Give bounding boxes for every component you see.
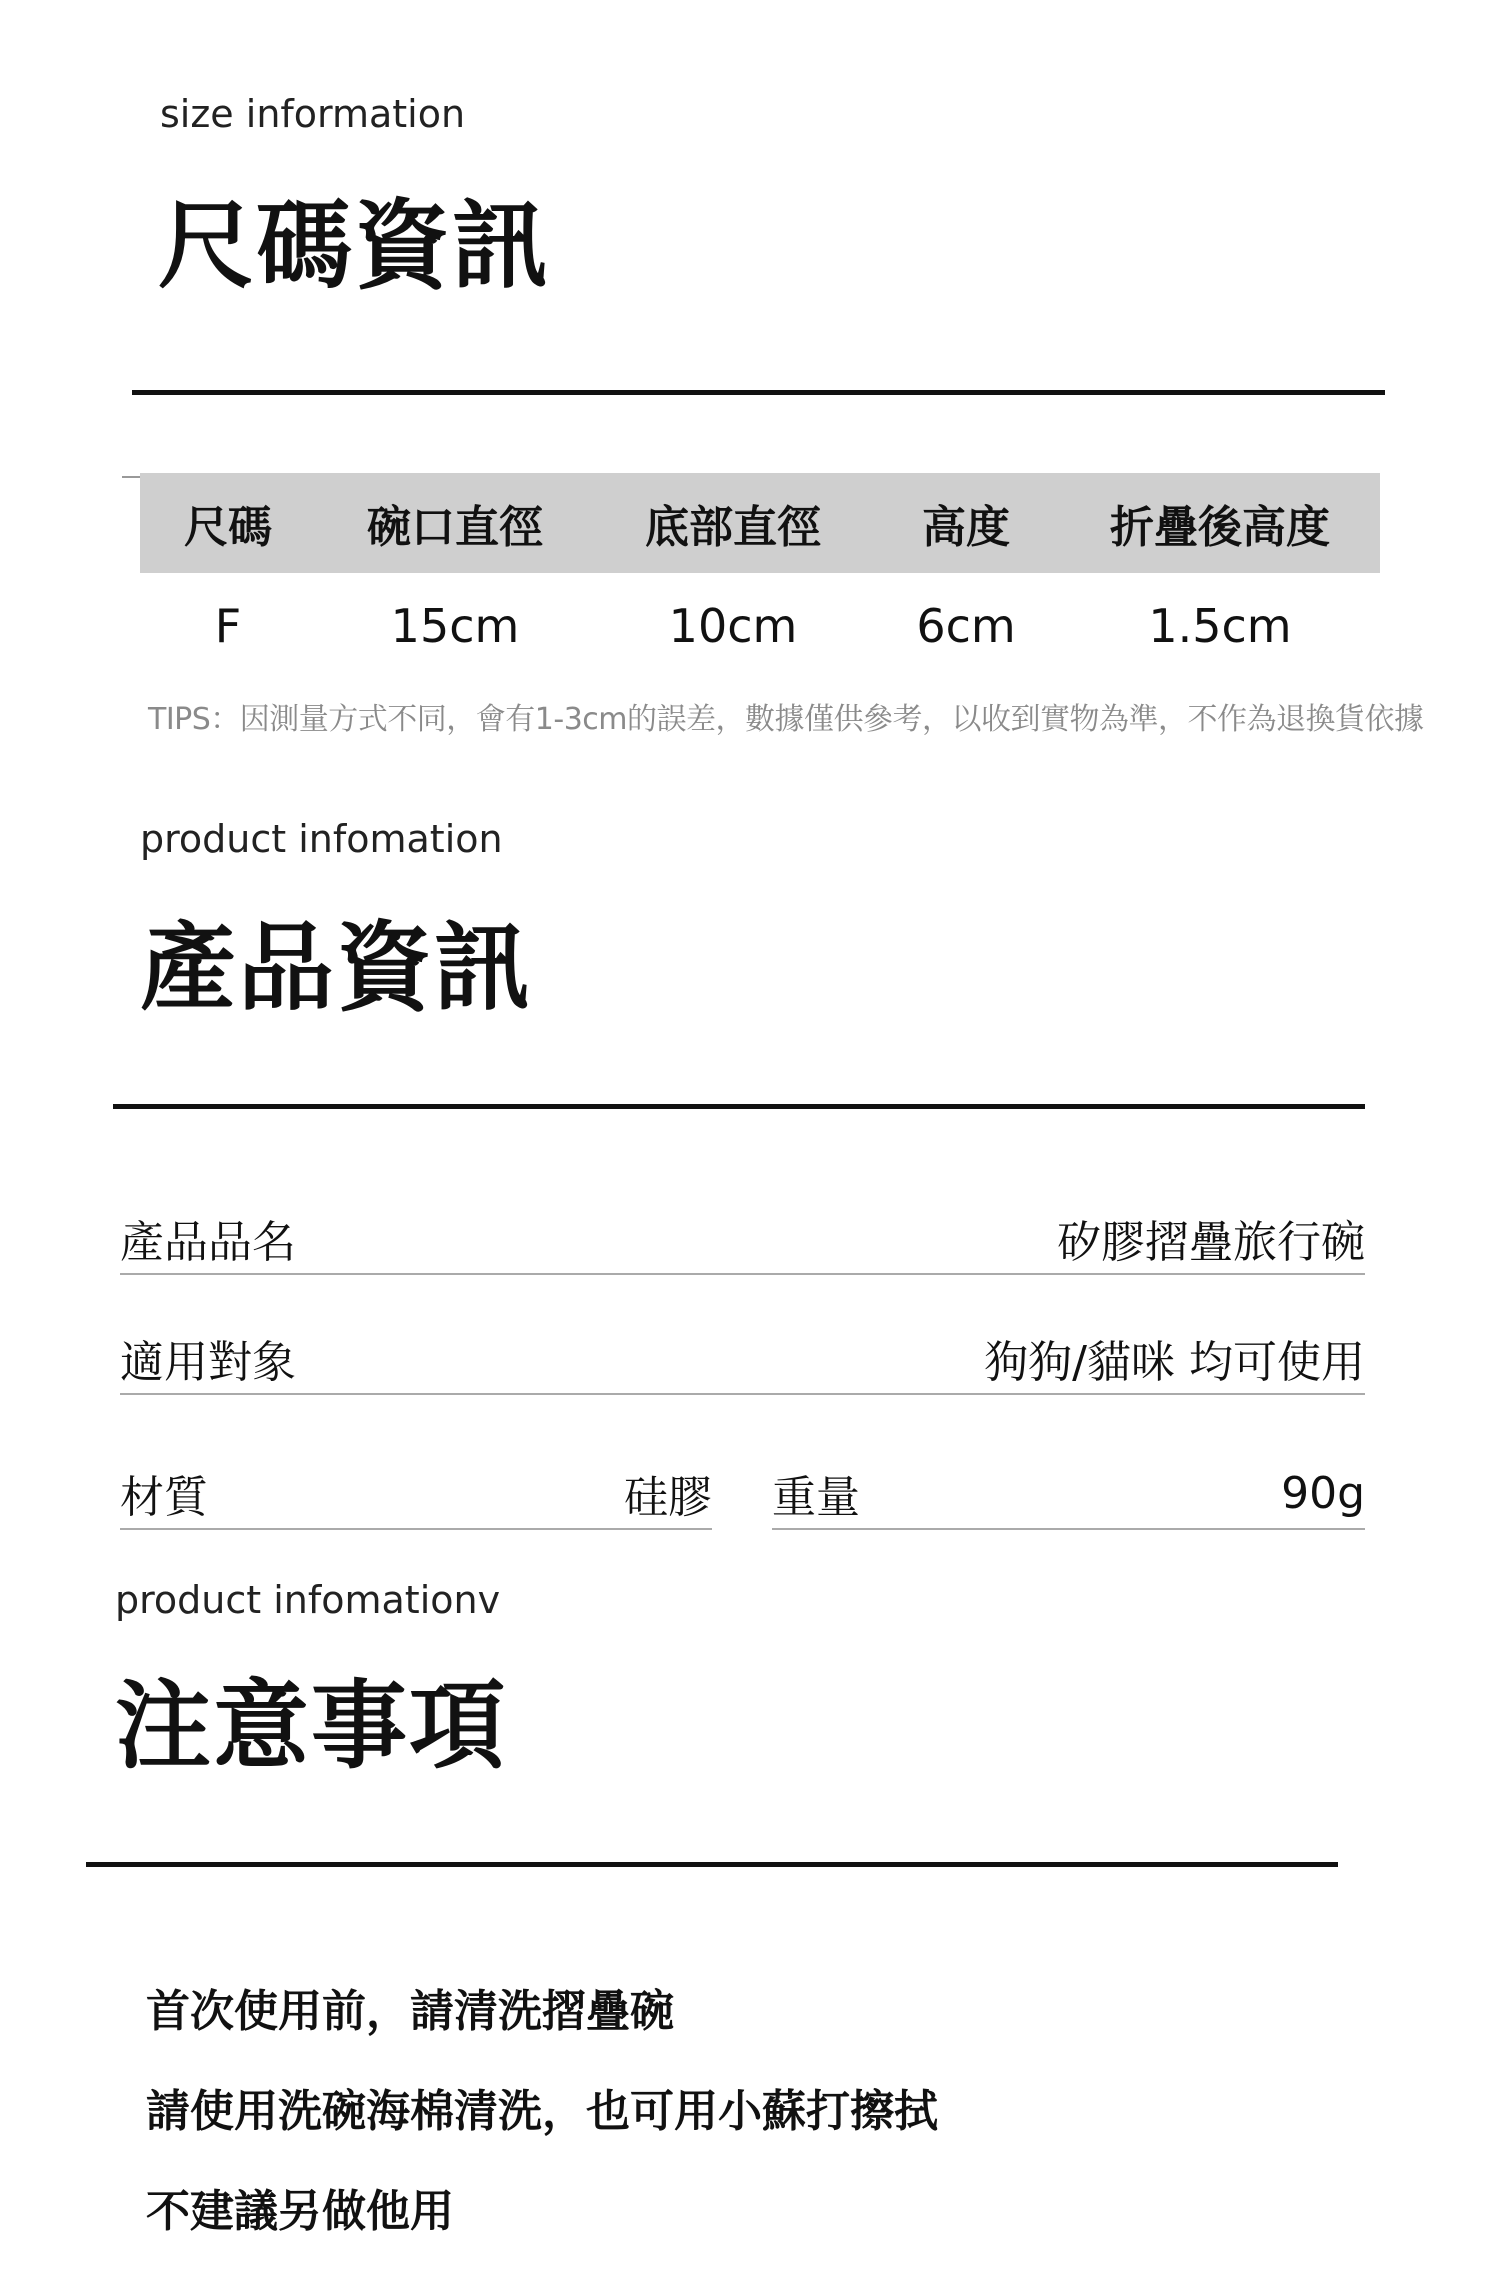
size-subtitle: size information [160,92,466,136]
notes-subtitle: product infomationv [115,1578,501,1622]
notes-title-divider [86,1862,1338,1867]
material-value: 硅膠 [624,1472,712,1523]
size-table-cell: F [214,599,242,653]
product-name-value: 矽膠摺疊旅行碗 [1057,1217,1365,1268]
size-table-cell: 15cm [390,599,520,653]
table-corner-mark [122,476,140,478]
size-title-divider [132,390,1385,395]
size-table-header: 碗口直徑 [316,473,594,573]
material-row [120,1458,712,1530]
size-table-header: 底部直徑 [594,473,872,573]
target-users-row [120,1323,1365,1395]
size-table-cell: 6cm [916,599,1016,653]
product-name-label: 產品品名 [120,1217,296,1268]
size-table [140,473,1380,679]
target-users-value: 狗狗/貓咪 均可使用 [984,1337,1365,1388]
notes-title: 注意事項 [115,1670,507,1782]
note-item: 首次使用前，請清洗摺疊碗 [146,1986,674,2037]
note-item: 不建議另做他用 [146,2186,454,2237]
size-table-header-row [140,473,1380,573]
table-row [140,573,1380,679]
product-subtitle: product infomation [140,817,503,861]
size-table-cell: 10cm [668,599,798,653]
weight-value: 90g [1281,1467,1365,1519]
size-table-header: 尺碼 [140,473,316,573]
product-title: 產品資訊 [140,912,532,1024]
size-table-cell: 1.5cm [1148,599,1292,653]
size-title: 尺碼資訊 [158,190,550,302]
product-name-row [120,1203,1365,1275]
size-table-header: 高度 [872,473,1060,573]
note-item: 請使用洗碗海棉清洗，也可用小蘇打擦拭 [146,2086,938,2137]
size-tips-note: TIPS：因測量方式不同，會有1-3cm的誤差，數據僅供參考，以收到實物為準，不作為退換貨依據 [148,702,1424,737]
weight-row [772,1458,1365,1530]
size-table-header: 折疊後高度 [1060,473,1380,573]
weight-label: 重量 [772,1472,860,1523]
target-users-label: 適用對象 [120,1337,296,1388]
material-label: 材質 [120,1472,208,1523]
product-title-divider [113,1104,1365,1109]
